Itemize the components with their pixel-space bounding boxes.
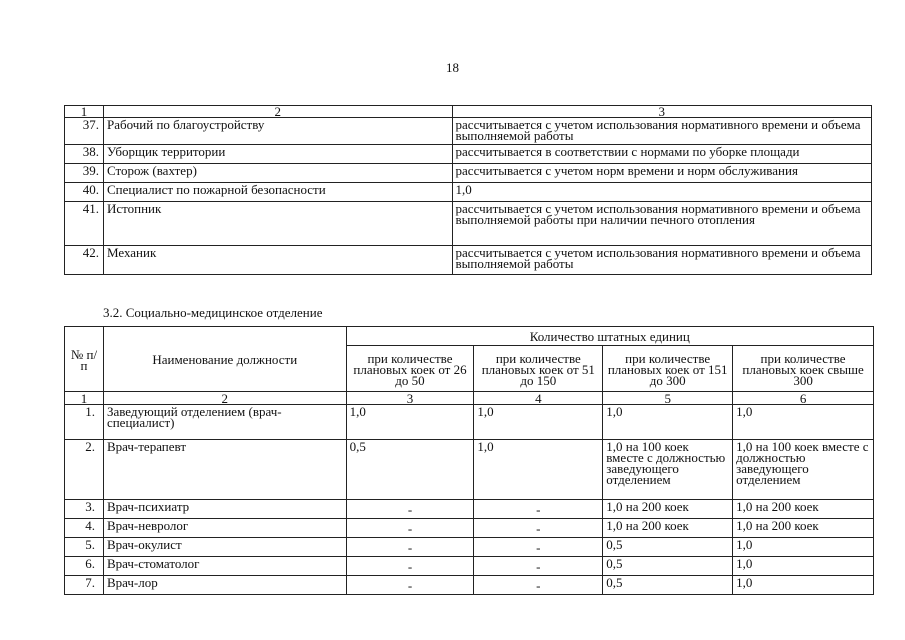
value-51-150: - <box>474 500 603 519</box>
position-name: Истопник <box>103 202 452 246</box>
staffing-note: рассчитывается с учетом использования нормативного времени и объема выполняемой работы при наличии печного отопления <box>452 202 871 246</box>
row-number: 37. <box>65 118 104 145</box>
table-row <box>65 538 874 557</box>
column-index: 2 <box>103 106 452 118</box>
value-over-300: 1,0 на 100 коек вместе с должностью заведующего отделением <box>733 440 874 500</box>
row-number: 1. <box>65 405 104 440</box>
value-151-300: 1,0 на 200 коек <box>603 519 733 538</box>
table-row <box>65 519 874 538</box>
value-26-50: - <box>346 538 474 557</box>
table-row <box>65 145 872 164</box>
position-name: Врач-невролог <box>103 519 346 538</box>
medical-department-table <box>64 326 874 595</box>
column-index-row <box>65 392 874 405</box>
value-26-50: 0,5 <box>346 440 474 500</box>
value-26-50: - <box>346 576 474 595</box>
staffing-note: рассчитывается с учетом использования нормативного времени и объема выполняемой работы <box>452 246 871 275</box>
table-row <box>65 500 874 519</box>
value-26-50: 1,0 <box>346 405 474 440</box>
row-number: 7. <box>65 576 104 595</box>
value-151-300: 0,5 <box>603 576 733 595</box>
staffing-note: 1,0 <box>452 183 871 202</box>
position-name: Врач-лор <box>103 576 346 595</box>
header-row <box>65 327 874 346</box>
position-name: Врач-терапевт <box>103 440 346 500</box>
value-26-50: - <box>346 557 474 576</box>
table-row <box>65 202 872 246</box>
column-header-beds-26-50: при количестве плановых коек от 26 до 50 <box>346 346 474 392</box>
column-header-beds-151-300: при количестве плановых коек от 151 до 300 <box>603 346 733 392</box>
row-number: 41. <box>65 202 104 246</box>
section-title: 3.2. Социально-медицинское отделение <box>103 305 323 320</box>
row-number: 38. <box>65 145 104 164</box>
value-51-150: - <box>474 557 603 576</box>
value-over-300: 1,0 на 200 коек <box>733 519 874 538</box>
table-row <box>65 246 872 275</box>
value-51-150: 1,0 <box>474 440 603 500</box>
column-index: 1 <box>65 392 104 405</box>
value-151-300: 0,5 <box>603 557 733 576</box>
column-header-number: № п/п <box>65 327 104 392</box>
column-index-row <box>65 106 872 118</box>
column-header-beds-51-150: при количестве плановых коек от 51 до 150 <box>474 346 603 392</box>
position-name: Механик <box>103 246 452 275</box>
staffing-note: рассчитывается с учетом норм времени и норм обслуживания <box>452 164 871 183</box>
staff-table-continued <box>64 105 872 275</box>
staffing-note: рассчитывается в соответствии с нормами по уборке площади <box>452 145 871 164</box>
column-index: 4 <box>474 392 603 405</box>
column-header-beds-over-300: при количестве плановых коек свыше 300 <box>733 346 874 392</box>
value-51-150: - <box>474 576 603 595</box>
position-name: Заведующий отделением (врач-специалист) <box>103 405 346 440</box>
value-51-150: - <box>474 519 603 538</box>
column-index: 6 <box>733 392 874 405</box>
staffing-note: рассчитывается с учетом использования нормативного времени и объема выполняемой работы <box>452 118 871 145</box>
row-number: 2. <box>65 440 104 500</box>
table-row <box>65 183 872 202</box>
value-51-150: - <box>474 538 603 557</box>
table-row <box>65 118 872 145</box>
position-name: Врач-стоматолог <box>103 557 346 576</box>
value-151-300: 1,0 на 100 коек вместе с должностью заведующего отделением <box>603 440 733 500</box>
value-over-300: 1,0 на 200 коек <box>733 500 874 519</box>
row-number: 40. <box>65 183 104 202</box>
column-index: 3 <box>346 392 474 405</box>
table-row <box>65 576 874 595</box>
row-number: 39. <box>65 164 104 183</box>
value-over-300: 1,0 <box>733 405 874 440</box>
column-index: 2 <box>103 392 346 405</box>
column-index: 3 <box>452 106 871 118</box>
value-over-300: 1,0 <box>733 576 874 595</box>
value-51-150: 1,0 <box>474 405 603 440</box>
table-row <box>65 405 874 440</box>
page-number: 18 <box>446 60 459 75</box>
column-index: 1 <box>65 106 104 118</box>
value-over-300: 1,0 <box>733 557 874 576</box>
column-header-name: Наименование должности <box>103 327 346 392</box>
position-name: Специалист по пожарной безопасности <box>103 183 452 202</box>
row-number: 3. <box>65 500 104 519</box>
row-number: 6. <box>65 557 104 576</box>
row-number: 5. <box>65 538 104 557</box>
position-name: Сторож (вахтер) <box>103 164 452 183</box>
table-row <box>65 164 872 183</box>
position-name: Врач-психиатр <box>103 500 346 519</box>
value-151-300: 1,0 на 200 коек <box>603 500 733 519</box>
position-name: Рабочий по благоустройству <box>103 118 452 145</box>
row-number: 4. <box>65 519 104 538</box>
position-name: Врач-окулист <box>103 538 346 557</box>
value-151-300: 1,0 <box>603 405 733 440</box>
column-index: 5 <box>603 392 733 405</box>
value-26-50: - <box>346 519 474 538</box>
value-151-300: 0,5 <box>603 538 733 557</box>
column-group-header: Количество штатных единиц <box>346 327 873 346</box>
table-row <box>65 557 874 576</box>
row-number: 42. <box>65 246 104 275</box>
position-name: Уборщик территории <box>103 145 452 164</box>
value-over-300: 1,0 <box>733 538 874 557</box>
table-row <box>65 440 874 500</box>
value-26-50: - <box>346 500 474 519</box>
